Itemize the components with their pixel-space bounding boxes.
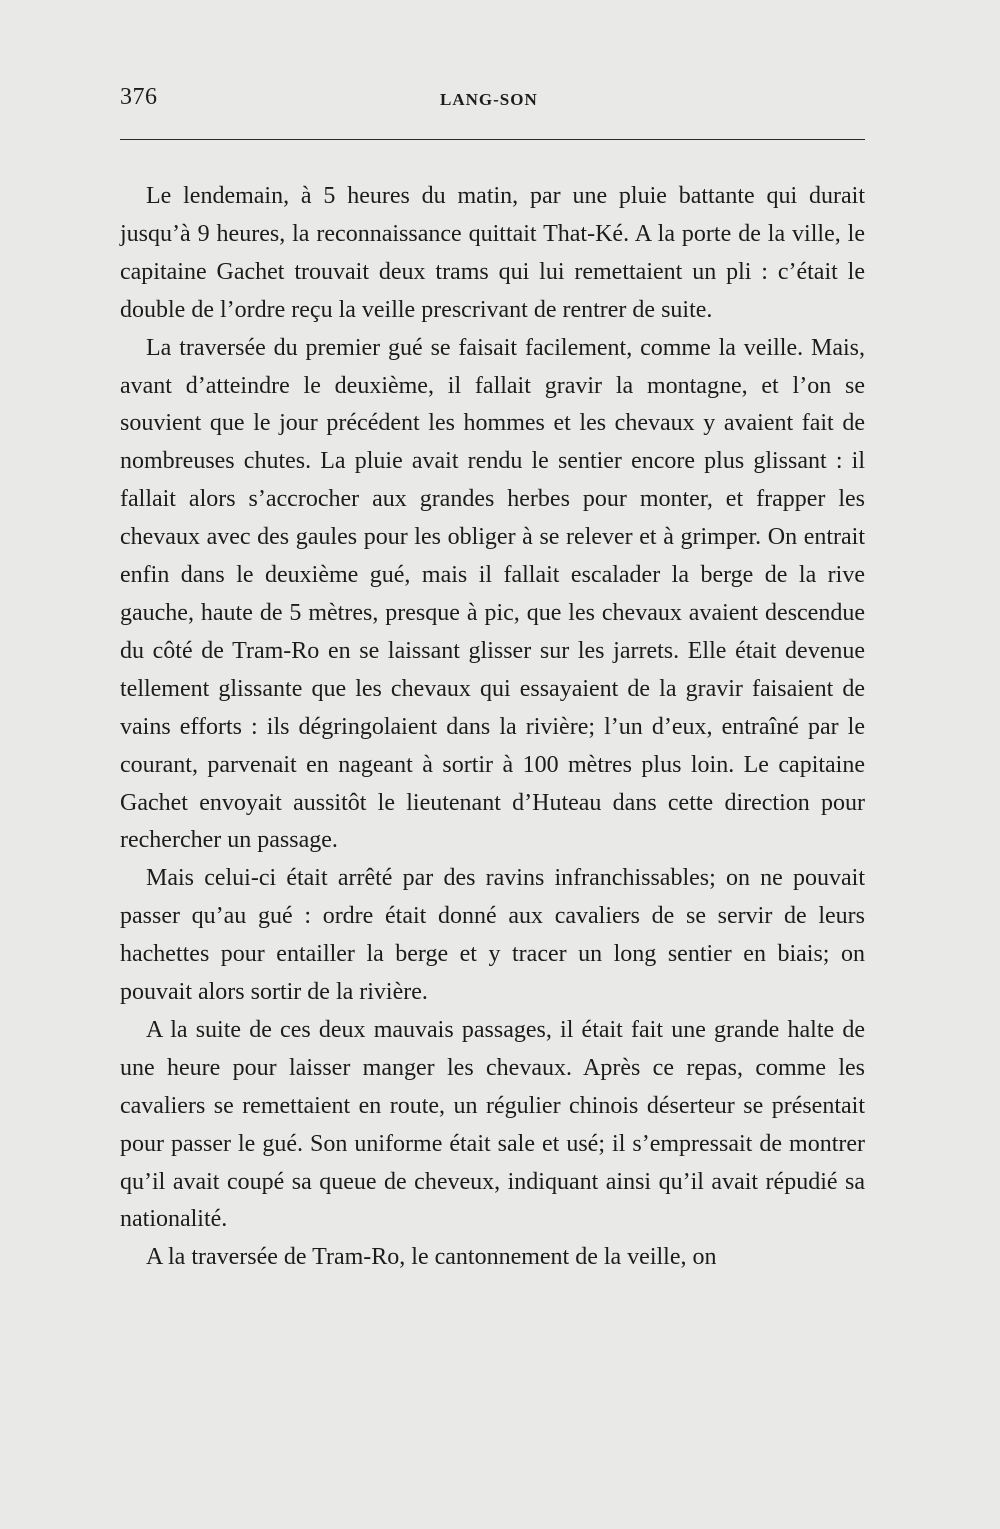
paragraph: La traversée du premier gué se faisait facilement, comme la veille. Mais, avant d’atteindre le deuxième, il fallait gravir la montagne, et l’on se souvient que le jour précédent les hommes et les chevaux y avaient fait de nombreuses chutes. La pluie avait rendu le sentier encore plus glissant : il fallait alors s’accrocher aux grandes herbes pour monter, et frapper les chevaux avec des gaules pour les obliger à se relever et à grimper. On entrait enfin dans le deuxième gué, mais il fallait escalader la berge de la rive gauche, haute de 5 mètres, presque à pic, que les chevaux avaient descendue du côté de Tram-Ro en se laissant glisser sur les jarrets. Elle était devenue tellement glissante que les chevaux qui essayaient de la gravir faisaient de vains efforts : ils dégringolaient dans la rivière; l’un d’eux, entraîné par le courant, parvenait en nageant à sortir à 100 mètres plus loin. Le capitaine Gachet envoyait aussitôt le lieutenant d’Huteau dans cette direction pour rechercher un passage. [120, 334, 865, 854]
header-rule [120, 139, 865, 140]
paragraph: A la traversée de Tram-Ro, le cantonnement de la veille, on [146, 1244, 717, 1271]
body-text [120, 178, 865, 1277]
page-header [120, 84, 865, 124]
paragraph: Le lendemain, à 5 heures du matin, par une pluie battante qui durait jusqu’à 9 heures, la reconnaissance quittait That-Ké. A la porte de la ville, le capitaine Gachet trouvait deux trams qui lui remettaient un pli : c’était le double de l’ordre reçu la veille prescrivant de rentrer de suite. [120, 183, 865, 323]
running-head: LANG-SON [440, 90, 538, 109]
page-number: 376 [120, 84, 158, 110]
paragraph: Mais celui-ci était arrêté par des ravins infranchissables; on ne pouvait passer qu’au gué : ordre était donné aux cavaliers de se servir de leurs hachettes pour entailler la berge et y tracer un long sentier en biais; on pouvait alors sortir de la rivière. [120, 865, 865, 1006]
paragraph: A la suite de ces deux mauvais passages, il était fait une grande halte de une heure pour laisser manger les chevaux. Après ce repas, comme les cavaliers se remettaient en route, un régulier chinois déserteur se présentait pour passer le gué. Son uniforme était sale et usé; il s’empressait de montrer qu’il avait coupé sa queue de cheveux, indiquant ainsi qu’il avait répudié sa nationalité. [120, 1016, 865, 1233]
